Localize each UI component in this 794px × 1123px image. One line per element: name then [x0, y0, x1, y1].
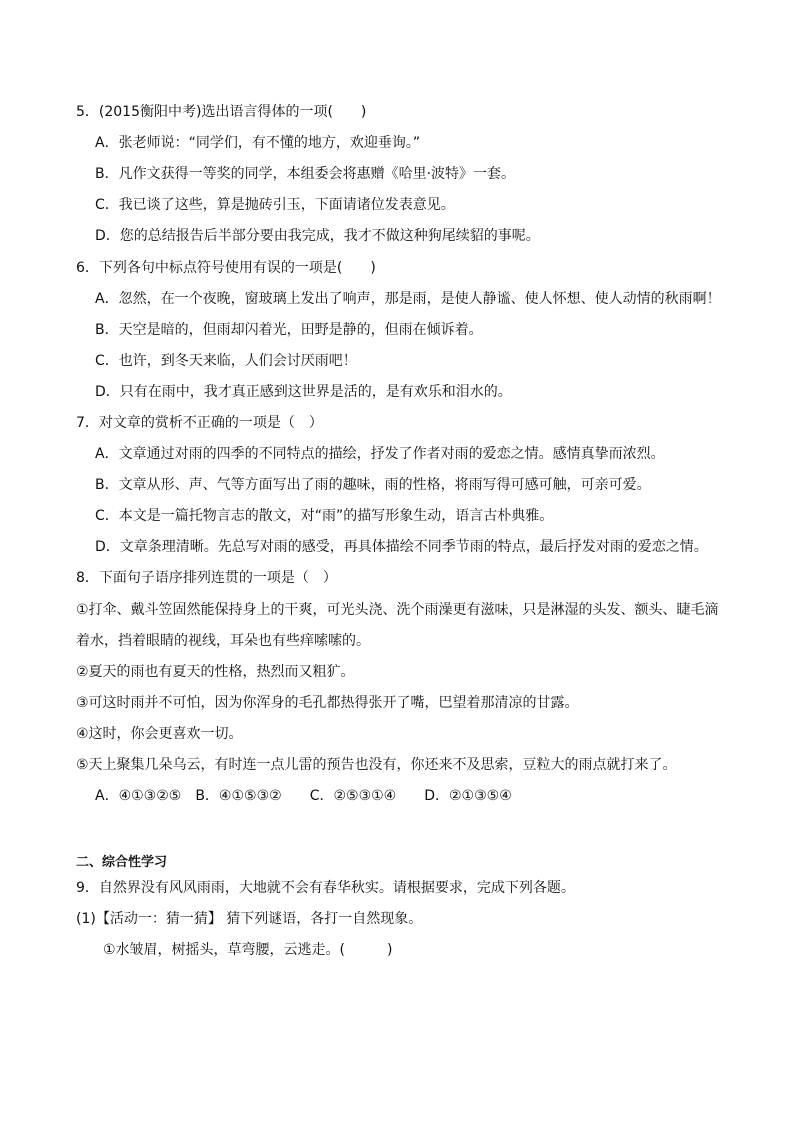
question-5-stem: 5．(2015衡阳中考)选出语言得体的一项( )	[76, 104, 367, 120]
question-9-part-1: (1)【活动一：猜一猜】 猜下列谜语，各打一自然现象。	[76, 911, 423, 927]
question-7-option-c: C．本文是一篇托物言志的散文，对“雨”的描写形象生动，语言古朴典雅。	[95, 508, 554, 524]
question-6-option-c: C．也许，到冬天来临，人们会讨厌雨吧！	[95, 353, 357, 369]
question-5-option-b: B．凡作文获得一等奖的同学，本组委会将惠赠《哈里·波特》一套。	[95, 166, 516, 182]
section-2-heading: 二、综合性学习	[76, 855, 168, 870]
question-5-option-a: A．张老师说：“同学们，有不懂的地方，欢迎垂询。”	[95, 135, 421, 151]
question-6-option-a: A．忽然，在一个夜晚，窗玻璃上发出了响声，那是雨，是使人静谧、使人怀想、使人动情的秋雨啊！	[95, 291, 721, 307]
question-8-sentence-4: ④这时，你会更喜欢一切。	[76, 726, 243, 742]
question-6-stem: 6．下列各句中标点符号使用有误的一项是( )	[76, 260, 376, 276]
question-7-stem: 7．对文章的赏析不正确的一项是（ ）	[76, 415, 323, 431]
question-8-sentence-2: ②夏天的雨也有夏天的性格，热烈而又粗犷。	[76, 664, 355, 680]
question-8-sentence-5: ⑤天上聚集几朵乌云，有时连一点儿雷的预告也没有，你还来不及思索，豆粒大的雨点就打来了。	[76, 757, 677, 773]
question-8-sentence-1-continued: 着水，挡着眼睛的视线，耳朵也有些痒嗦嗦的。	[76, 633, 370, 649]
question-5-option-d: D．您的总结报告后半部分要由我完成，我才不做这种狗尾续貂的事呢。	[95, 228, 540, 244]
question-5-option-c: C．我已谈了这些，算是抛砖引玉，下面请诸位发表意见。	[95, 197, 455, 213]
question-8-sentence-1: ①打伞、戴斗笠固然能保持身上的干爽，可光头浇、洗个雨澡更有滋味，只是淋湿的头发、额头、睫毛滴	[76, 602, 719, 618]
question-6-option-d: D．只有在雨中，我才真正感到这世界是活的，是有欢乐和泪水的。	[95, 384, 512, 400]
question-8-stem: 8．下面句子语序排列连贯的一项是（ ）	[76, 570, 337, 586]
question-8-sentence-3: ③可这时雨并不可怕，因为你浑身的毛孔都热得张开了嘴，巴望着那清凉的甘露。	[76, 695, 579, 711]
question-7-option-d: D．文章条理清晰。先总写对雨的感受，再具体描绘不同季节雨的特点，最后抒发对雨的爱恋之情。	[95, 539, 708, 555]
question-7-option-a: A．文章通过对雨的四季的不同特点的描绘，抒发了作者对雨的爱恋之情。感情真挚而浓烈。	[95, 446, 665, 462]
question-9-stem: 9．自然界没有风风雨雨，大地就不会有春华秋实。请根据要求，完成下列各题。	[76, 880, 575, 896]
question-7-option-b: B．文章从形、声、气等方面写出了雨的趣味，雨的性格，将雨写得可感可触，可亲可爱。	[95, 477, 651, 493]
question-9-riddle-1: ①水皱眉，树摇头，草弯腰，云逃走。( )	[103, 942, 393, 958]
question-8-options: A．④①③②⑤ B．④①⑤③② C．②⑤③①④ D．②①③⑤④	[95, 788, 512, 804]
question-6-option-b: B．天空是暗的，但雨却闪着光，田野是静的，但雨在倾诉着。	[95, 322, 483, 338]
